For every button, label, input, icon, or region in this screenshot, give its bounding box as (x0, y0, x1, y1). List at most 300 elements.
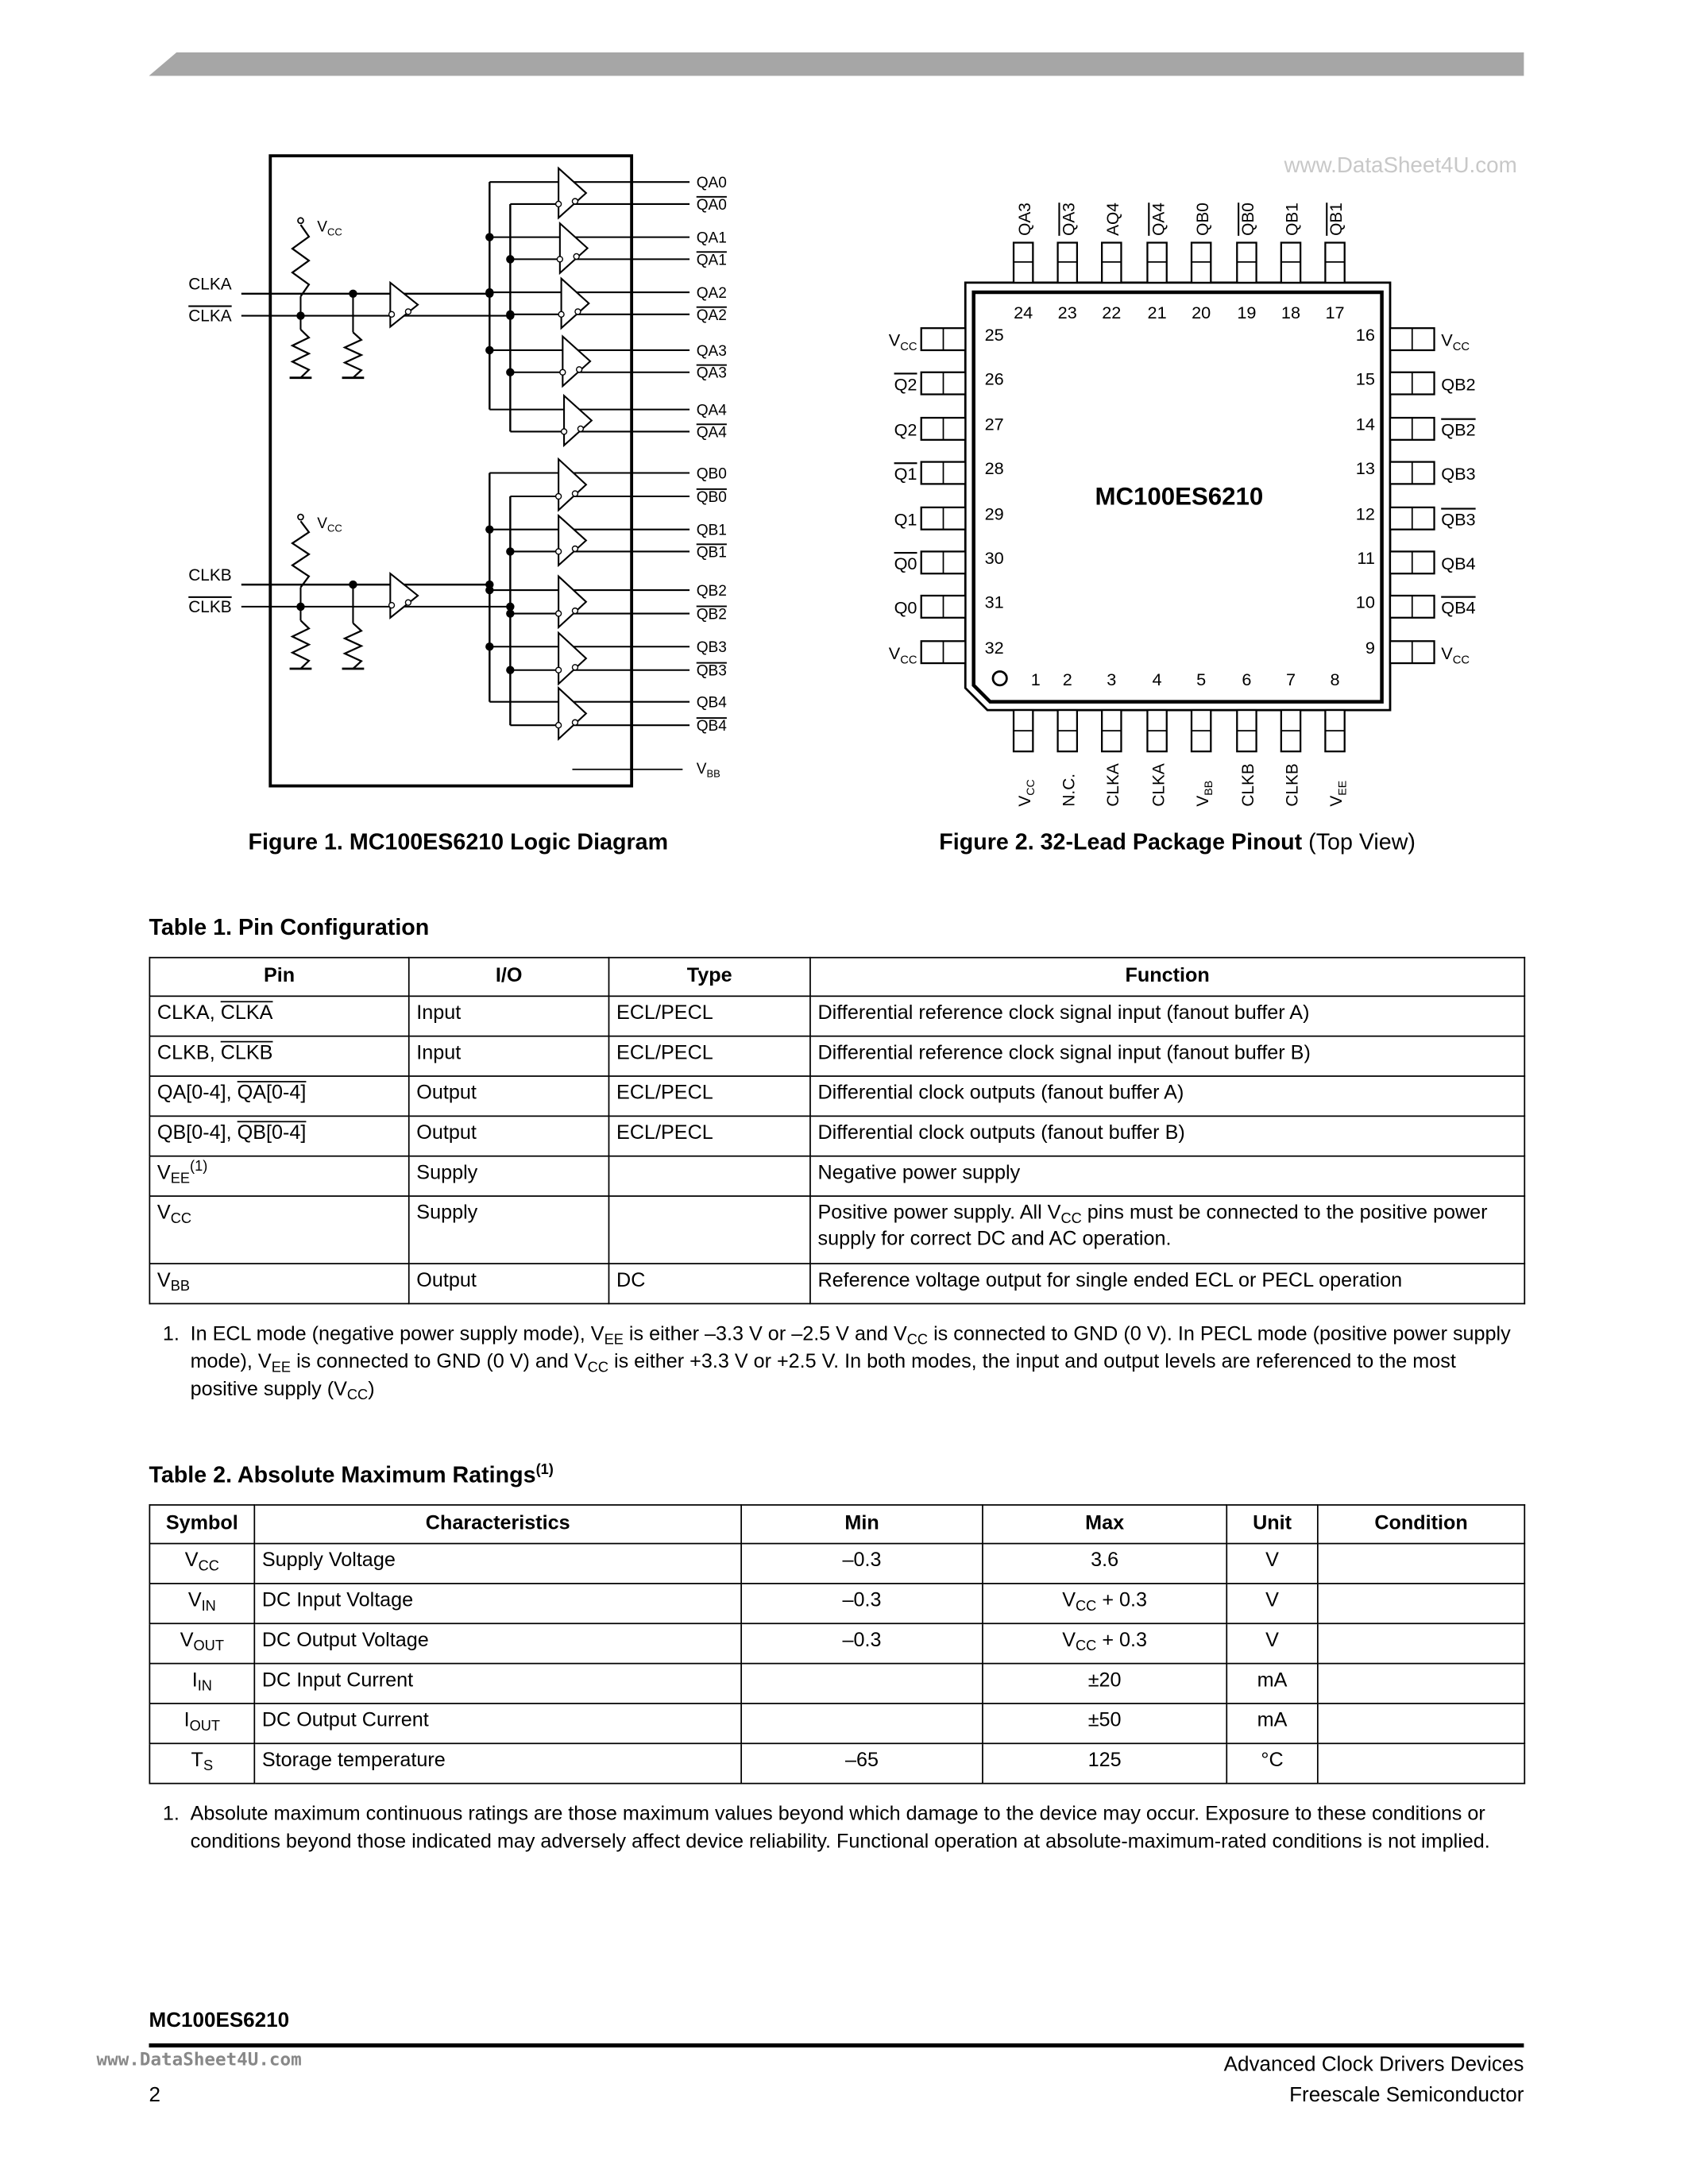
label-main: QB3 (1441, 509, 1476, 530)
page-number: 2 (149, 2083, 160, 2107)
type-cell: ECL/PECL (608, 1036, 809, 1076)
table-row (149, 1704, 1524, 1743)
pin-label (894, 420, 917, 440)
symbol-cell (149, 1584, 254, 1623)
pin-label (889, 330, 917, 353)
label-sub: EE (1336, 780, 1350, 796)
label-main: QB1 (696, 522, 727, 539)
label-main: QA3 (1015, 203, 1034, 236)
inversion-bubble (572, 491, 577, 496)
characteristic-cell: DC Output Current (254, 1704, 741, 1743)
label-main: QB4 (1441, 597, 1476, 618)
max-cell (983, 1544, 1226, 1584)
footer-company: Freescale Semiconductor (1289, 2083, 1524, 2107)
symbol: I (191, 1669, 198, 1692)
output-label-bar (697, 307, 727, 324)
label-sub: CC (900, 341, 917, 354)
label-main: QB0 (1239, 203, 1258, 236)
output-label (697, 403, 728, 419)
pin-label (889, 643, 917, 666)
pin-number: 26 (984, 369, 1004, 389)
function-text: Positive power supply. All V (817, 1202, 1061, 1225)
label-main: QB0 (696, 465, 727, 483)
condition-cell (1318, 1623, 1524, 1663)
table-row (149, 1264, 1524, 1303)
pin-cell (149, 1076, 408, 1116)
label-main: V (317, 515, 328, 532)
pin-sep: , (226, 1082, 238, 1105)
output-label-bar (697, 424, 728, 441)
resistor (292, 330, 309, 378)
pin-sep: , (226, 1122, 238, 1144)
io-cell: Output (409, 1116, 609, 1156)
pin-number: 9 (1365, 637, 1375, 658)
max-text: + 0.3 (1096, 1589, 1148, 1612)
table-row (149, 1036, 1524, 1076)
type-cell: ECL/PECL (608, 1116, 809, 1156)
label-main: QA2 (696, 284, 727, 302)
figure2-caption-note: (Top View) (1308, 830, 1416, 855)
function-sub: CC (1060, 1210, 1082, 1228)
output-label-bar (697, 252, 727, 268)
pin-number: 11 (1357, 548, 1375, 569)
junction-dot (506, 311, 514, 318)
table2-title (149, 1463, 553, 1489)
label-main: CLKA (188, 307, 232, 326)
symbol: V (187, 1589, 202, 1612)
pin-name: CLKA (156, 1002, 210, 1024)
max-text: ±20 (1087, 1669, 1122, 1692)
pin-sub: CC (170, 1210, 192, 1228)
pin-label (1441, 643, 1470, 666)
junction-dot (506, 255, 514, 263)
max-cell (983, 1623, 1226, 1663)
label-main: V (1193, 795, 1212, 807)
footnote-ref: (1) (535, 1461, 554, 1479)
pin-number: 18 (1280, 303, 1301, 323)
label-main: V (696, 760, 707, 778)
figure1-caption: Figure 1. MC100ES6210 Logic Diagram (248, 830, 669, 855)
label-main: CLKB (188, 597, 232, 616)
characteristic-cell: DC Input Current (254, 1664, 741, 1704)
footer-rule (149, 2043, 1524, 2047)
table-row (149, 1076, 1524, 1116)
unit-cell: V (1226, 1544, 1318, 1584)
junction-dot (506, 666, 514, 674)
pin-label (1149, 203, 1168, 236)
pin-number: 6 (1242, 669, 1252, 689)
label-main: V (1015, 795, 1034, 807)
characteristic-cell: DC Input Voltage (254, 1584, 741, 1623)
pin-number: 21 (1147, 303, 1167, 323)
type-cell (608, 1156, 809, 1196)
inversion-bubble (577, 367, 582, 372)
label-main: Q0 (894, 597, 917, 618)
label-main: CLKB (1239, 763, 1258, 807)
table2-footnote: Absolute maximum continuous ratings are those maximum values beyond which damage to the device may occur. Exposure to these conditions or conditions beyond those indicated may adversely affect device reliability. Functional operation at absolute-maximum-rated conditions is not implied. (190, 1803, 1490, 1854)
output-label-bar (697, 544, 727, 561)
pin-label (1194, 781, 1215, 807)
pin-number: 14 (1355, 414, 1375, 434)
vcc-terminal (298, 218, 303, 223)
pin-sep: , (209, 1002, 221, 1024)
symbol-sub: S (203, 1758, 214, 1775)
junction-dot (506, 547, 514, 555)
function-cell (810, 1196, 1524, 1264)
label-sub: CC (1452, 654, 1470, 667)
pin-label (894, 509, 917, 529)
resistor (292, 521, 309, 587)
pin-label (1441, 464, 1475, 484)
pin-label (894, 464, 917, 484)
pin-name-bar: CLKB (220, 1042, 273, 1065)
condition-cell (1318, 1544, 1524, 1584)
label-main: CLKB (1283, 763, 1302, 807)
footnote-number: 1. (162, 1323, 180, 1346)
inversion-bubble (575, 309, 581, 314)
fn-text: is connected to GND (0 V). In PECL mode (positive power supply mode), V (190, 1323, 1511, 1374)
label-main: V (1441, 330, 1453, 350)
buffer-icon (558, 688, 586, 739)
fn-text: ) (368, 1379, 375, 1401)
pin-label (1194, 203, 1212, 236)
inversion-bubble (557, 257, 562, 262)
pin-name-bar: QA[0-4] (237, 1082, 307, 1105)
pin-number: 32 (984, 637, 1004, 658)
header-io: I/O (409, 958, 609, 997)
label-main: QB2 (696, 582, 727, 600)
type-cell: DC (608, 1264, 809, 1303)
device-name: MC100ES6210 (1095, 482, 1264, 511)
label-sub: CC (327, 522, 342, 534)
label-main: N.C. (1060, 773, 1079, 807)
header-characteristics: Characteristics (254, 1505, 741, 1544)
vcc-terminal (298, 515, 303, 520)
pin-number: 4 (1152, 669, 1162, 689)
max-text: 125 (1087, 1750, 1122, 1772)
label-main: V (888, 330, 901, 350)
output-label (697, 175, 727, 191)
pin-label (1239, 203, 1257, 236)
pin-name-bar: QB[0-4] (237, 1122, 307, 1144)
symbol: I (183, 1709, 190, 1732)
label-main: QB4 (696, 718, 727, 735)
table-row (149, 1664, 1524, 1704)
symbol-cell (149, 1743, 254, 1783)
label-main: Q1 (894, 509, 917, 530)
package-pinout (828, 0, 1688, 828)
pin-cell (149, 1036, 408, 1076)
pin-label (894, 374, 917, 394)
condition-cell (1318, 1664, 1524, 1704)
symbol: V (180, 1630, 194, 1652)
function-cell: Reference voltage output for single ended ECL or PECL operation (810, 1264, 1524, 1303)
inversion-bubble (572, 720, 577, 725)
pin-number: 20 (1192, 303, 1211, 323)
table-row (149, 1116, 1524, 1156)
unit-cell: °C (1226, 1743, 1318, 1783)
type-cell: ECL/PECL (608, 1076, 809, 1116)
pin-label (1060, 774, 1078, 807)
label-sub: BB (1203, 780, 1216, 796)
pin-number: 10 (1355, 592, 1375, 612)
inversion-bubble (572, 608, 577, 614)
output-label (697, 285, 727, 302)
inversion-bubble (556, 494, 562, 500)
buffer-icon (562, 337, 590, 386)
pin-label (1104, 203, 1122, 236)
label-main: QB3 (696, 639, 727, 657)
pin-number: 30 (984, 548, 1004, 569)
characteristic-cell: DC Output Voltage (254, 1623, 741, 1663)
inversion-bubble (572, 665, 577, 670)
pin-number: 2 (1062, 669, 1072, 689)
pin-label (1060, 203, 1078, 236)
junction-dot (485, 346, 493, 354)
junction-dot (485, 642, 493, 650)
pin-label (1284, 763, 1302, 806)
junction-dot (485, 288, 493, 296)
output-label-bar (697, 489, 727, 506)
unit-cell: V (1226, 1623, 1318, 1663)
output-label-bar (697, 365, 727, 382)
label-sub: BB (706, 767, 720, 780)
output-label-bar (697, 663, 727, 680)
io-cell: Supply (409, 1196, 609, 1264)
label-main: Q1 (894, 464, 917, 484)
footer-part-number: MC100ES6210 (149, 2008, 290, 2033)
function-cell: Differential clock outputs (fanout buffer B) (810, 1116, 1524, 1156)
pin-cell (149, 996, 408, 1036)
pin-number: 8 (1330, 669, 1340, 689)
condition-cell (1318, 1743, 1524, 1783)
table-row (149, 1743, 1524, 1783)
buffer-icon (390, 573, 418, 618)
min-cell: –0.3 (741, 1544, 983, 1584)
pin-configuration-table (149, 957, 1525, 1304)
max-sub: CC (1075, 1598, 1097, 1615)
label-main: QA3 (1060, 203, 1079, 236)
type-cell (608, 1196, 809, 1264)
label-main: Q2 (894, 419, 917, 440)
pin-label (1016, 203, 1034, 236)
label-main: QA3 (696, 365, 727, 382)
buffer-icon (558, 459, 586, 510)
pin-number: 23 (1057, 303, 1077, 323)
output-label-bar (697, 718, 728, 735)
label-main: QB0 (696, 488, 727, 506)
header-type: Type (608, 958, 809, 997)
label-main: AQ4 (1103, 203, 1122, 236)
symbol-cell (149, 1664, 254, 1704)
max-cell (983, 1743, 1226, 1783)
resistor (292, 620, 309, 669)
inversion-bubble (572, 546, 577, 551)
junction-dot (485, 233, 493, 241)
pin-label (894, 598, 917, 618)
resistor (292, 225, 309, 296)
output-label-bar (697, 607, 727, 623)
label-main: V (317, 218, 328, 236)
pin-sep: , (209, 1042, 221, 1065)
pin-name: V (156, 1162, 171, 1185)
characteristic-cell: Supply Voltage (254, 1544, 741, 1584)
label-main: QB2 (1441, 374, 1476, 395)
pin-name: V (156, 1269, 171, 1292)
condition-cell (1318, 1704, 1524, 1743)
min-cell: –0.3 (741, 1623, 983, 1663)
condition-cell (1318, 1584, 1524, 1623)
inversion-bubble (405, 600, 411, 605)
output-label-bar (697, 197, 727, 214)
pin-number: 3 (1107, 669, 1117, 689)
symbol-sub: IN (197, 1677, 212, 1695)
table1-footnote (191, 1321, 1515, 1403)
max-cell (983, 1584, 1226, 1623)
label-main: QB2 (696, 606, 727, 623)
pin-number: 25 (984, 324, 1004, 345)
absolute-max-ratings-table (149, 1504, 1525, 1784)
pin-number: 31 (984, 592, 1004, 612)
io-cell: Output (409, 1076, 609, 1116)
pin-sub: EE (170, 1170, 191, 1187)
label-main: QA2 (696, 307, 727, 324)
pin-number: 7 (1285, 669, 1296, 689)
buffer-icon (558, 633, 586, 684)
vcc-label (317, 219, 342, 238)
fn-sub: CC (587, 1359, 608, 1376)
pin-label (894, 554, 917, 573)
inversion-bubble (572, 199, 577, 204)
pin-number: 12 (1355, 504, 1375, 524)
symbol-sub: IN (201, 1598, 216, 1615)
pin-number: 28 (984, 458, 1004, 479)
input-label (188, 566, 231, 585)
pin-label (1284, 203, 1302, 236)
pin-label (1327, 203, 1346, 236)
pin-name: QA[0-4] (156, 1082, 226, 1105)
label-main: QB1 (696, 544, 727, 561)
buffer-icon (562, 279, 589, 328)
label-main: QA4 (696, 424, 727, 442)
pin-sub: BB (170, 1278, 191, 1295)
output-label (697, 639, 727, 656)
label-main: CLKA (1149, 763, 1168, 807)
junction-dot (485, 525, 493, 533)
min-cell: –0.3 (741, 1584, 983, 1623)
pin-label (1441, 420, 1475, 440)
label-main: CLKA (188, 275, 232, 294)
junction-dot (506, 609, 514, 617)
table-row (149, 1156, 1524, 1196)
pin-label (1441, 509, 1475, 529)
fn-text: is connected to GND (0 V) and V (291, 1351, 588, 1374)
label-main: Q0 (894, 554, 917, 574)
table-row (149, 1584, 1524, 1623)
buffer-icon (564, 396, 592, 445)
label-main: QA4 (1149, 203, 1168, 236)
symbol-cell (149, 1544, 254, 1584)
function-cell: Negative power supply (810, 1156, 1524, 1196)
input-label-bar (188, 307, 232, 326)
inversion-bubble (558, 311, 564, 317)
max-text: 3.6 (1091, 1549, 1119, 1572)
inversion-bubble (560, 369, 566, 375)
junction-dot (485, 586, 493, 594)
output-label (697, 583, 727, 600)
pin-cell (149, 1264, 408, 1303)
label-sub: CC (327, 226, 342, 238)
logic-diagram (0, 0, 855, 828)
min-cell (741, 1704, 983, 1743)
inversion-bubble (389, 603, 395, 608)
pin-label (1104, 763, 1122, 807)
label-main: QB4 (696, 694, 727, 712)
vbb-label (697, 761, 720, 780)
buffer-icon (558, 515, 586, 565)
unit-cell: mA (1226, 1704, 1318, 1743)
pin-number: 29 (984, 504, 1004, 524)
fn-text: is either +3.3 V or +2.5 V. In both modes, the input and output levels are referenced to the most positive supply (V (190, 1351, 1456, 1401)
pin-cell (149, 1156, 408, 1196)
max-text: V (1062, 1589, 1076, 1612)
symbol-sub: CC (198, 1557, 219, 1575)
buffer-icon (560, 223, 588, 272)
input-label (188, 276, 232, 294)
label-main: CLKB (188, 565, 232, 585)
pin-name: V (156, 1202, 171, 1225)
label-main: V (1441, 642, 1453, 663)
header-unit: Unit (1226, 1505, 1318, 1544)
max-sub: CC (1075, 1638, 1097, 1655)
inversion-bubble (556, 549, 562, 554)
header-min: Min (741, 1505, 983, 1544)
max-text: + 0.3 (1096, 1630, 1148, 1652)
pin-label (1016, 779, 1037, 806)
fn-sub: EE (604, 1332, 624, 1349)
inversion-bubble (389, 311, 395, 317)
label-main: QA1 (696, 252, 727, 269)
label-sub: CC (1025, 779, 1038, 796)
inversion-bubble (556, 723, 562, 728)
min-cell (741, 1664, 983, 1704)
pin-number: 13 (1355, 458, 1375, 479)
pin-number: 19 (1237, 303, 1257, 323)
pin-name-bar: CLKA (220, 1002, 273, 1024)
resistor (345, 623, 361, 669)
symbol-sub: OUT (193, 1638, 224, 1655)
inversion-bubble (556, 667, 562, 673)
unit-cell: mA (1226, 1664, 1318, 1704)
io-cell: Input (409, 996, 609, 1036)
label-main: QA3 (696, 342, 727, 360)
footnote-ref: (1) (190, 1158, 208, 1175)
output-label (697, 465, 727, 482)
max-text: V (1062, 1630, 1076, 1652)
function-cell: Differential reference clock signal input (fanout buffer A) (810, 996, 1524, 1036)
fn-sub: CC (346, 1387, 369, 1404)
figure2-caption-title: Figure 2. 32-Lead Package Pinout (939, 830, 1303, 855)
output-label (697, 230, 727, 247)
label-main: QA1 (696, 230, 727, 247)
label-main: CLKA (1103, 763, 1122, 807)
label-main: QA4 (696, 402, 727, 419)
table-header-row (149, 958, 1524, 997)
pin-number: 15 (1355, 369, 1375, 389)
label-main: V (1327, 795, 1346, 807)
fn-text: In ECL mode (negative power supply mode), V (190, 1323, 605, 1346)
table-row (149, 1544, 1524, 1584)
